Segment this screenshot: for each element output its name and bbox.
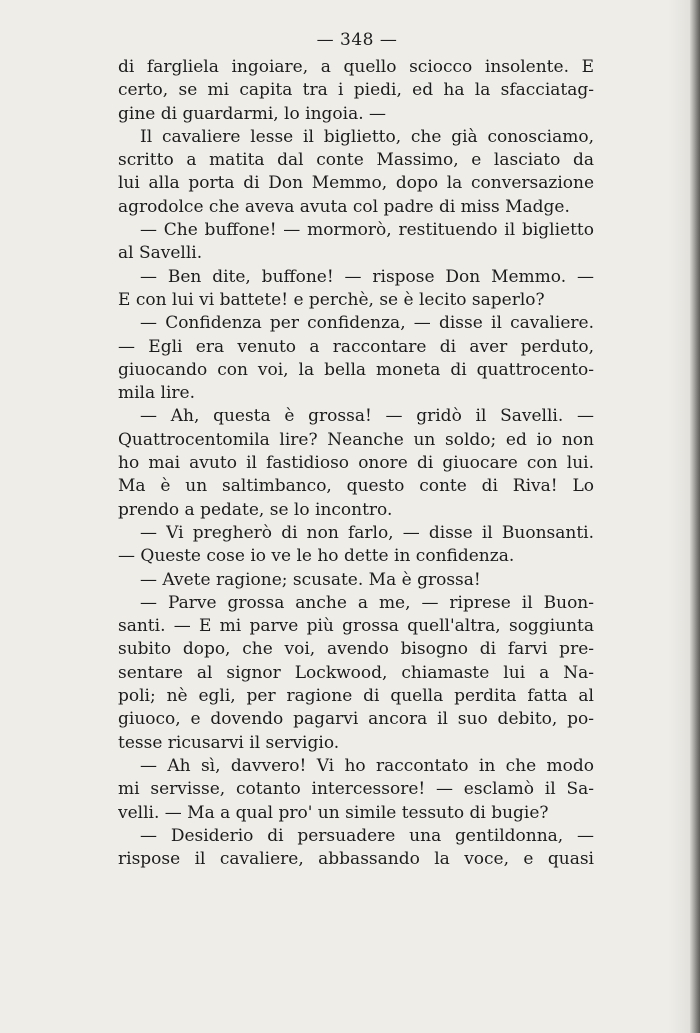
text-line: — Ben dite, buffone! — rispose Don Memmo. —	[140, 266, 594, 287]
text-line: Quattrocentomila lire? Neanche un soldo; ed io non	[118, 429, 594, 450]
text-line: — Che buffone! — mormorò, restituendo il biglietto	[140, 220, 594, 241]
text-line: Il cavaliere lesse il biglietto, che già conosciamo,	[140, 126, 594, 147]
text-line: mila lire.	[118, 383, 195, 404]
text-line: — Queste cose io ve le ho dette in confidenza.	[118, 546, 515, 567]
text-line: — Ah sì, davvero! Vi ho raccontato in che modo	[140, 755, 594, 776]
text-line: gine di guardarmi, lo ingoia. —	[118, 103, 387, 124]
text-line: scritto a matita dal conte Massimo, e lasciato da	[118, 150, 594, 171]
text-line: mi servisse, cotanto intercessore! — esclamò il Sa-	[118, 779, 594, 800]
text-line: certo, se mi capita tra i piedi, ed ha la sfacciatag-	[118, 80, 594, 101]
text-line: sentare al signor Lockwood, chiamaste lui a Na-	[118, 662, 594, 683]
text-line: ho mai avuto il fastidioso onore di giuocare con lui.	[118, 453, 594, 474]
text-line: — Ah, questa è grossa! — gridò il Savelli. —	[140, 406, 594, 427]
text-line: rispose il cavaliere, abbassando la voce, e quasi	[118, 849, 594, 870]
text-line: velli. — Ma a qual pro' un simile tessuto di bugie?	[118, 802, 549, 823]
text-line: poli; nè egli, per ragione di quella perdita fatta al	[118, 686, 594, 707]
page-edge	[690, 0, 700, 1033]
text-line: E con lui vi battete! e perchè, se è lecito saperlo?	[118, 289, 545, 310]
text-line: prendo a pedate, se lo incontro.	[118, 499, 393, 520]
text-line: tesse ricusarvi il servigio.	[118, 732, 340, 753]
body-text	[118, 56, 594, 871]
text-line: — Egli era venuto a raccontare di aver perduto,	[118, 336, 594, 357]
text-line: subito dopo, che voi, avendo bisogno di farvi pre-	[118, 639, 594, 660]
text-line: — Confidenza per confidenza, — disse il cavaliere.	[140, 313, 594, 334]
page-number: — 348 —	[316, 30, 398, 50]
text-line: al Savelli.	[118, 243, 203, 264]
text-line: Ma è un saltimbanco, questo conte di Riva! Lo	[118, 476, 594, 497]
text-line: — Vi pregherò di non farlo, — disse il Buonsanti.	[140, 522, 594, 543]
text-line: giuocando con voi, la bella moneta di quattrocento-	[118, 359, 594, 380]
text-line: — Avete ragione; scusate. Ma è grossa!	[140, 569, 481, 590]
text-line: agrodolce che aveva avuta col padre di miss Madge.	[118, 196, 570, 217]
text-line: — Desiderio di persuadere una gentildonna, —	[140, 825, 594, 846]
text-line: lui alla porta di Don Memmo, dopo la conversazione	[118, 173, 594, 194]
text-line: di fargliela ingoiare, a quello sciocco insolente. E	[118, 57, 594, 77]
text-line: — Parve grossa anche a me, — riprese il Buon-	[140, 592, 594, 613]
text-line: santi. — E mi parve più grossa quell'altra, soggiunta	[118, 616, 594, 637]
page-gutter-shadow	[668, 0, 690, 1033]
text-line: giuoco, e dovendo pagarvi ancora il suo debito, po-	[118, 709, 594, 730]
